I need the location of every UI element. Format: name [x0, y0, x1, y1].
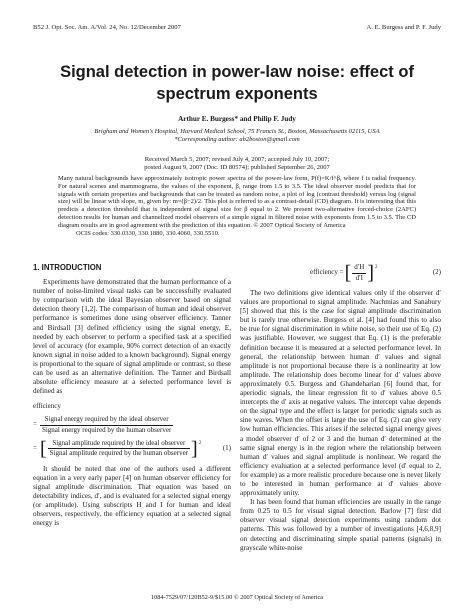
right-paragraph-1: The two definitions give identical values only if the observer d′ values are proportional to signal amplitude. Nachmias and Sanabury [5] showed that this is the case for signal amplitude discrimination but is rarely true otherwise. Burgess et al. [4] had found this to also be true for signal discrimination in white noise, so their use of Eq. (2) was justifiable. However, we suggest that Eq. (1) is the preferable definition because it is measured at a selected performance level. In general, the relationship between human d′ values and signal amplitude is not proportional because there is a nonlinearity at low amplitude. The relationship does become linear for d′ values above approximately 0.5. Burgess and Ghandeharian [6] found that, for aperiodic signals, the linear regression fit to d′ values above 0.5 intercepts the d′ axis at negative values. The intercept value depends on the signal type and the effect is larger for periodic signals such as sine waves. When the offset is large the use of Eq. (2) can give very low human efficiencies. This arises if the selected signal energy gives a model observer d′ of 2 or 3 and the human d′ determined at the same signal energy is in the region where the relationship between human d′ values and signal amplitude is nonlinear. We regard the efficiency evaluation at a selected performance level (d′ equal to 2, for example) as a more realistic procedure because one is never likely to be interested in human performance at d′ values above approximately unity.	[240, 289, 441, 498]
intro-paragraph-1: Experiments have demonstrated that the human performance of a number of noise-limited visual tasks can be successfully evaluated by comparison with the ideal Bayesian observer based on signal detection theory [1,2]. The comparison of human and ideal observer performance is sometimes done using observer efficiency. Tanner and Birdsall [3] defined efficiency using the signal energy, E, needed by each observer to perform a specified task at a specified level of accuracy (for example, 90% correct detection of an exactly known signal in noise added to a known background). Signal energy is proportional to the square of signal amplitude or contrast, so these can be used as an alternative definition. The Tanner and Birdsall absolute efficiency measure at a selected performance level is defined as	[33, 278, 231, 396]
abstract-text: Many natural backgrounds have approximately isotropic power spectra of the power-law form, P(f)=K/f^β, where f is radial frequency. For natural scenes and mammograms, the values of the exponent, β, range from 1.5 to 3.5. The ideal observer model predicts that for signals with certain properties and backgrounds that can be treated as random noise, a plot of log (contrast threshold) versus log (signal size) will be linear with slope, m, given by: m=(β−2)/2. This plot is referred to as a contrast-detail (CD) diagram. It is interesting that this predicts a detection threshold that is independent of signal size for β equal to 2. We present two-alternative forced-choice (2AFC) detection results for human and channelized model observers of a simple signal in filtered noise with exponents from 1.5 to 3.5. The CD diagram results are in good agreement with the prediction of this equation. © 2007 Optical Society of America	[58, 175, 416, 229]
received-dates: Received March 5, 2007; revised July 4, 2007; accepted July 10, 2007;	[144, 156, 330, 163]
published-dates: posted August 9, 2007 (Doc. ID 80574); published September 26, 2007	[144, 164, 330, 172]
equation-1-line-1: = $\frac{\text{Signal energy required by the ideal observer}}{\text{Signal energy required by the human observer}}$	[33, 415, 172, 434]
right-column	[240, 263, 441, 553]
ocis-codes: OCIS codes: 330.0330, 330.1880, 330.4060, 330.5510.	[76, 229, 220, 237]
header-authors: A. E. Burgess and P. F. Judy	[366, 24, 441, 31]
page-footer: 1084-7529/07/120B52-9/$15.00 © 2007 Optical Society of America	[150, 594, 324, 601]
running-header	[33, 24, 441, 31]
amplitude-denominator: Signal amplitude required by the human observer	[49, 449, 189, 458]
affiliation-block	[33, 128, 441, 145]
section-heading: 1. INTRODUCTION	[33, 263, 102, 272]
equation-1-line-2: = [ $\frac{\text{Signal amplitude required by the ideal observer}}{\text{Signal amplitude required by the human observer}}$ ] $^2$ (1)	[33, 437, 231, 460]
amplitude-numerator: Signal amplitude required by the ideal observer	[48, 439, 190, 449]
efficiency-label: efficiency	[33, 402, 61, 411]
abstract	[58, 175, 416, 237]
publication-dates	[33, 156, 441, 173]
dprime-ratio	[352, 263, 366, 282]
equation-2-number: (2)	[432, 268, 441, 277]
equation-1	[33, 402, 231, 458]
dprime-human: d′H	[352, 263, 366, 273]
corresponding-author: *Corresponding author: ab2boston@gmail.com	[174, 136, 300, 144]
equation-2: efficiency = [ $\frac{d'H}{d'I}$ ] $^2$ (2)	[310, 262, 441, 284]
amplitude-ratio	[48, 439, 190, 458]
equation-2-lhs: efficiency =	[310, 268, 344, 277]
right-paragraph-2: It has been found that human efficiencies are usually in the range from 0.25 to 0.5 for visual signal detection. Barlow [7] first did observer visual signal detection experiments using random dot patterns. This was followed by a number of investigations [4,6,8,9] on detecting and discriminating simple spatial patterns (signals) in grayscale white-noise	[240, 498, 441, 552]
energy-denominator: Signal energy required by the human observer	[41, 425, 172, 434]
intro-paragraph-2: It should be noted that one of the authors used a different equation in a very early paper [4] on human observer efficiency for signal amplitude discrimination. That equation was based on detectability indices, d′, and is evaluated for a selected signal energy (or amplitude). Using subscripts H and I for human and ideal observers, respectively, the efficiency equation at a selected signal energy is	[33, 464, 231, 528]
header-journal-info: B52 J. Opt. Soc. Am. A/Vol. 24, No. 12/December 2007	[33, 24, 181, 31]
equation-1-number: (1)	[222, 444, 231, 453]
affiliation: Brigham and Women's Hospital, Harvard Medical School, 75 Francis St., Boston, Massachusetts 02115, USA	[94, 128, 380, 135]
energy-ratio	[40, 415, 173, 434]
paper-title: Signal detection in power-law noise: effect of spectrum exponents	[60, 63, 414, 103]
left-column	[33, 263, 231, 528]
dprime-ideal: d′I	[355, 273, 363, 282]
energy-numerator: Signal energy required by the ideal observer	[40, 415, 173, 425]
author-list: Arthur E. Burgess* and Philip F. Judy	[178, 115, 296, 123]
